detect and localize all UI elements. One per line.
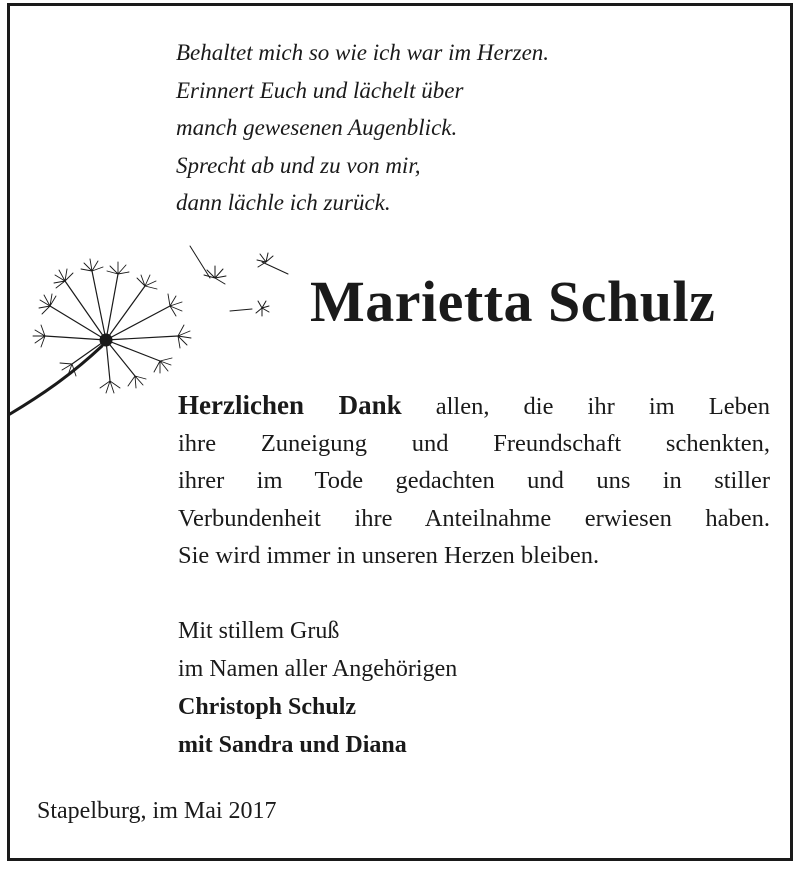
poem-line: Erinnert Euch und lächelt über [176, 77, 464, 103]
poem-line: Behaltet mich so wie ich war im Herzen. [176, 40, 550, 65]
place-date: Stapelburg, im Mai 2017 [37, 798, 277, 824]
deceased-name: Marietta Schulz [310, 269, 716, 334]
poem [176, 34, 549, 222]
thanks-line: ihrer im Tode gedachten und uns in stiller [178, 467, 770, 494]
thanks-lead: Herzlichen Dank [178, 390, 402, 420]
poem-line: dann lächle ich zurück. [176, 190, 391, 215]
on-behalf: im Namen aller Angehörigen [178, 656, 458, 682]
thanks-line-text: allen, die ihr im Leben [401, 393, 770, 420]
poem-line: manch gewesenen Augenblick. [176, 115, 458, 140]
poem-line: Sprecht ab und zu von mir, [176, 152, 421, 178]
signer-family: mit Sandra und Diana [178, 732, 407, 758]
thanks-paragraph [178, 387, 770, 575]
signer-name: Christoph Schulz [178, 694, 357, 720]
thanks-line: ihre Zuneigung und Freundschaft schenkten, [178, 429, 770, 457]
thanks-line: Sie wird immer in unseren Herzen bleiben. [178, 542, 600, 569]
greeting: Mit stillem Gruß [178, 618, 340, 644]
thanks-line [178, 387, 770, 425]
obituary-notice [7, 3, 793, 861]
closing [178, 612, 457, 764]
thanks-line: Verbundenheit ihre Anteilnahme erwiesen haben. [178, 504, 770, 532]
